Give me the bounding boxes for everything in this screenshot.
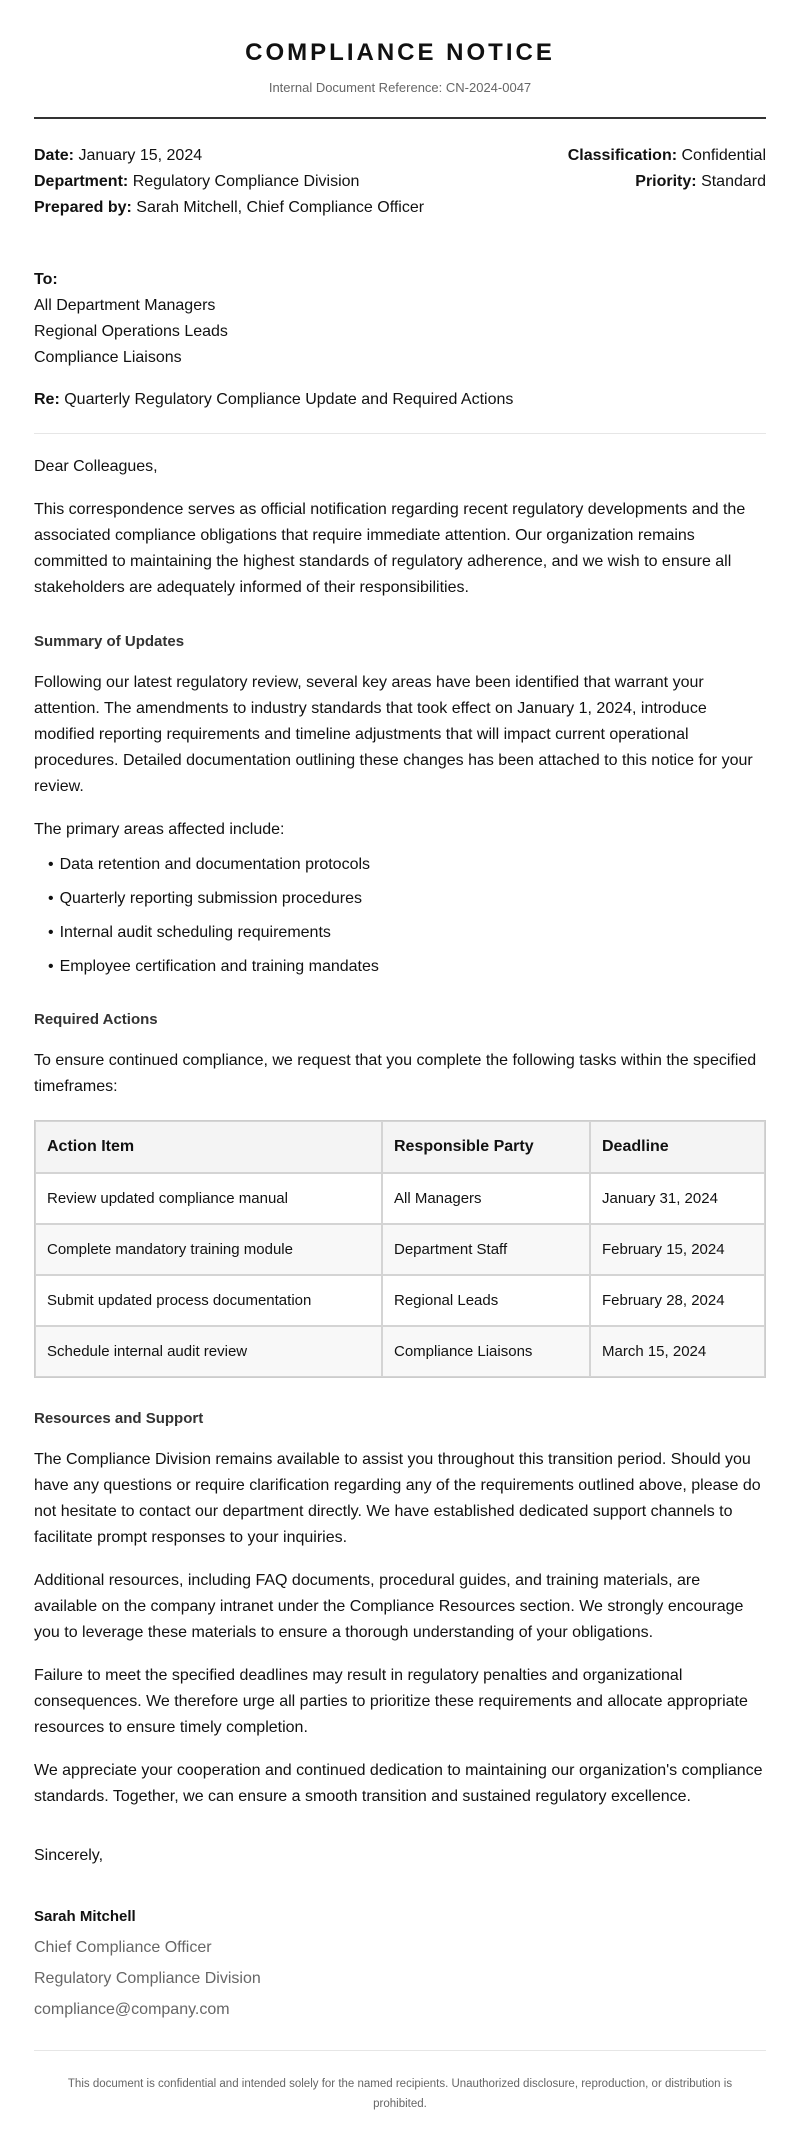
table-cell-deadline: March 15, 2024 xyxy=(590,1326,765,1377)
table-cell-action: Schedule internal audit review xyxy=(35,1326,382,1377)
meta-prepared-by xyxy=(34,195,424,221)
resources-paragraph-3: Failure to meet the specified deadlines may result in regulatory penalties and organizational consequences. We therefore urge all parties to prioritize these requirements and allocate appropriate resources to ensure timely completion. xyxy=(34,1667,748,1736)
recipient-item: All Department Managers xyxy=(34,297,216,314)
list-item: • Employee certification and training mandates xyxy=(48,955,766,979)
header-divider xyxy=(34,117,766,119)
table-cell-deadline: February 28, 2024 xyxy=(590,1275,765,1326)
meta-classification xyxy=(568,143,766,169)
table-row xyxy=(35,1224,765,1275)
prepared-by-value: Sarah Mitchell, Chief Compliance Officer xyxy=(136,199,425,216)
resources-heading: Resources and Support xyxy=(34,1410,204,1427)
subject-divider xyxy=(34,433,766,434)
table-row xyxy=(35,1326,765,1377)
date-label: Date: xyxy=(34,147,75,164)
document-reference: Internal Document Reference: CN-2024-0047 xyxy=(268,80,532,95)
meta-right xyxy=(568,143,766,221)
table-cell-party: Regional Leads xyxy=(382,1275,590,1326)
required-actions-table xyxy=(34,1120,766,1378)
recipients-block xyxy=(34,267,766,371)
list-item: • Quarterly reporting submission procedures xyxy=(48,887,766,911)
list-item: • Data retention and documentation protocols xyxy=(48,853,766,877)
subject-label: Re: xyxy=(34,391,60,408)
actions-intro: To ensure continued compliance, we request that you complete the following tasks within the specified timeframes: xyxy=(34,1052,757,1095)
resources-paragraph-2: Additional resources, including FAQ documents, procedural guides, and training materials, are available on the company intranet under the Compliance Resources section. We strongly encourage you to leverage these materials to ensure a thorough understanding of your obligations. xyxy=(34,1572,744,1641)
recipient-item: Compliance Liaisons xyxy=(34,349,182,366)
list-item: • Internal audit scheduling requirements xyxy=(48,921,766,945)
signatory-title: Chief Compliance Officer xyxy=(34,1939,212,1956)
table-cell-party: All Managers xyxy=(382,1173,590,1224)
table-cell-deadline: January 31, 2024 xyxy=(590,1173,765,1224)
table-cell-action: Submit updated process documentation xyxy=(35,1275,382,1326)
table-cell-party: Department Staff xyxy=(382,1224,590,1275)
resources-paragraph-4: We appreciate your cooperation and continued dedication to maintaining our organization's compliance standards. Together, we can ensure a smooth transition and sustained regulatory excellence. xyxy=(34,1762,763,1805)
date-value: January 15, 2024 xyxy=(78,147,203,164)
confidentiality-disclaimer: This document is confidential and intended solely for the named recipients. Unauthorized disclosure, reproduction, or distribution is prohibited. xyxy=(67,2078,733,2110)
priority-value: Standard xyxy=(701,173,766,190)
summary-paragraph: Following our latest regulatory review, several key areas have been identified that warrant your attention. The amendments to industry standards that took effect on January 1, 2024, introduce modified reporting requirements and timeline adjustments that will impact current operational procedures. Detailed documentation outlining these changes has been attached to this notice for your review. xyxy=(34,674,753,795)
meta-priority xyxy=(568,169,766,195)
table-row xyxy=(35,1173,765,1224)
department-value: Regulatory Compliance Division xyxy=(132,173,360,190)
meta-department xyxy=(34,169,424,195)
priority-label: Priority: xyxy=(635,173,697,190)
footer-divider xyxy=(34,2050,766,2051)
prepared-by-label: Prepared by: xyxy=(34,199,132,216)
recipient-item: Regional Operations Leads xyxy=(34,323,228,340)
table-cell-deadline: February 15, 2024 xyxy=(590,1224,765,1275)
subject-text: Quarterly Regulatory Compliance Update and Required Actions xyxy=(64,391,514,408)
salutation: Dear Colleagues, xyxy=(34,458,158,475)
resources-paragraph-1: The Compliance Division remains available to assist you throughout this transition period. Should you have any questions or require clarification regarding any of the requirements outlined above, please do not hesitate to contact our department directly. We have established dedicated support channels to facilitate prompt responses to your inquiries. xyxy=(34,1451,761,1546)
summary-heading: Summary of Updates xyxy=(34,633,185,650)
table-cell-action: Complete mandatory training module xyxy=(35,1224,382,1275)
table-cell-party: Compliance Liaisons xyxy=(382,1326,590,1377)
column-header-responsible-party: Responsible Party xyxy=(382,1121,590,1173)
department-label: Department: xyxy=(34,173,129,190)
meta-date xyxy=(34,143,424,169)
actions-heading: Required Actions xyxy=(34,1011,158,1028)
signatory-division: Regulatory Compliance Division xyxy=(34,1970,261,1987)
recipients-label: To: xyxy=(34,271,58,288)
signatory-email: compliance@company.com xyxy=(34,2001,230,2018)
table-header-row xyxy=(35,1121,765,1173)
document-meta xyxy=(34,143,766,221)
table-row xyxy=(35,1275,765,1326)
intro-paragraph: This correspondence serves as official notification regarding recent regulatory developments and the associated compliance obligations that require immediate attention. Our organization remains committed to maintaining the highest standards of regulatory adherence, and we wish to ensure all stakeholders are adequately informed of their responsibilities. xyxy=(34,501,746,596)
signatory-name: Sarah Mitchell xyxy=(34,1908,136,1925)
classification-label: Classification: xyxy=(567,147,678,164)
column-header-deadline: Deadline xyxy=(590,1121,765,1173)
closing-line: Sincerely, xyxy=(34,1847,104,1864)
meta-left xyxy=(34,143,424,221)
document-title: COMPLIANCE NOTICE xyxy=(245,39,555,66)
table-cell-action: Review updated compliance manual xyxy=(35,1173,382,1224)
classification-value: Confidential xyxy=(681,147,766,164)
document-header xyxy=(34,0,766,97)
affected-areas-list xyxy=(34,853,766,979)
subject-line xyxy=(34,387,766,413)
column-header-action-item: Action Item xyxy=(35,1121,382,1173)
areas-intro: The primary areas affected include: xyxy=(34,821,285,838)
